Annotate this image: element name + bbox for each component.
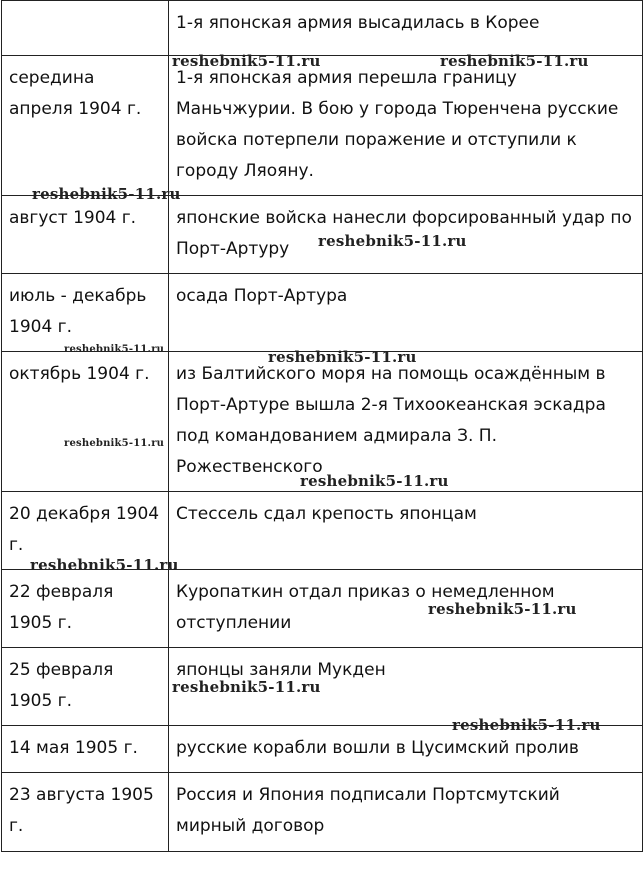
event-cell: Россия и Япония подписали Портсмутский мирный договор <box>169 773 643 852</box>
watermark: reshebnik5-11.ru <box>32 185 181 203</box>
event-cell: русские корабли вошли в Цусимский пролив <box>169 726 643 773</box>
table-row <box>2 773 643 852</box>
watermark: reshebnik5-11.ru <box>300 472 449 490</box>
watermark: reshebnik5-11.ru <box>268 348 417 366</box>
table-row <box>2 1 643 56</box>
watermark: reshebnik5-11.ru <box>64 344 165 355</box>
event-cell: осада Порт-Артура <box>169 274 643 352</box>
date-cell <box>2 1 169 56</box>
table-row <box>2 352 643 492</box>
date-cell: середина апреля 1904 г. <box>2 56 169 196</box>
watermark: reshebnik5-11.ru <box>172 52 321 70</box>
watermark: reshebnik5-11.ru <box>440 52 589 70</box>
date-cell: октябрь 1904 г. <box>2 352 169 492</box>
event-cell: Куропаткин отдал приказ о немедленном отступлении <box>169 570 643 648</box>
table-row <box>2 56 643 196</box>
event-cell: японцы заняли Мукден <box>169 648 643 726</box>
date-cell: август 1904 г. <box>2 196 169 274</box>
watermark: reshebnik5-11.ru <box>30 556 179 574</box>
event-cell: из Балтийского моря на помощь осаждённым в Порт-Артуре вышла 2-я Тихоокеанская эскадра под командованием адмирала З. П. Рожественского <box>169 352 643 492</box>
table-row <box>2 648 643 726</box>
date-cell: июль - декабрь 1904 г. <box>2 274 169 352</box>
table-row <box>2 274 643 352</box>
date-cell: 23 августа 1905 г. <box>2 773 169 852</box>
watermark: reshebnik5-11.ru <box>64 438 165 449</box>
date-cell: 14 мая 1905 г. <box>2 726 169 773</box>
event-cell: 1-я японская армия высадилась в Корее <box>169 1 643 56</box>
watermark: reshebnik5-11.ru <box>172 678 321 696</box>
date-cell: 20 декабря 1904 г. <box>2 492 169 570</box>
watermark: reshebnik5-11.ru <box>428 600 577 618</box>
date-cell: 22 февраля 1905 г. <box>2 570 169 648</box>
watermark: reshebnik5-11.ru <box>318 232 467 250</box>
event-cell: Стессель сдал крепость японцам <box>169 492 643 570</box>
watermark: reshebnik5-11.ru <box>452 716 601 734</box>
event-cell: 1-я японская армия перешла границу Маньчжурии. В бою у города Тюренчена русские войска потерпели поражение и отступили к городу Ляояну. <box>169 56 643 196</box>
date-cell: 25 февраля 1905 г. <box>2 648 169 726</box>
event-cell: японские войска нанесли форсированный удар по Порт-Артуру <box>169 196 643 274</box>
